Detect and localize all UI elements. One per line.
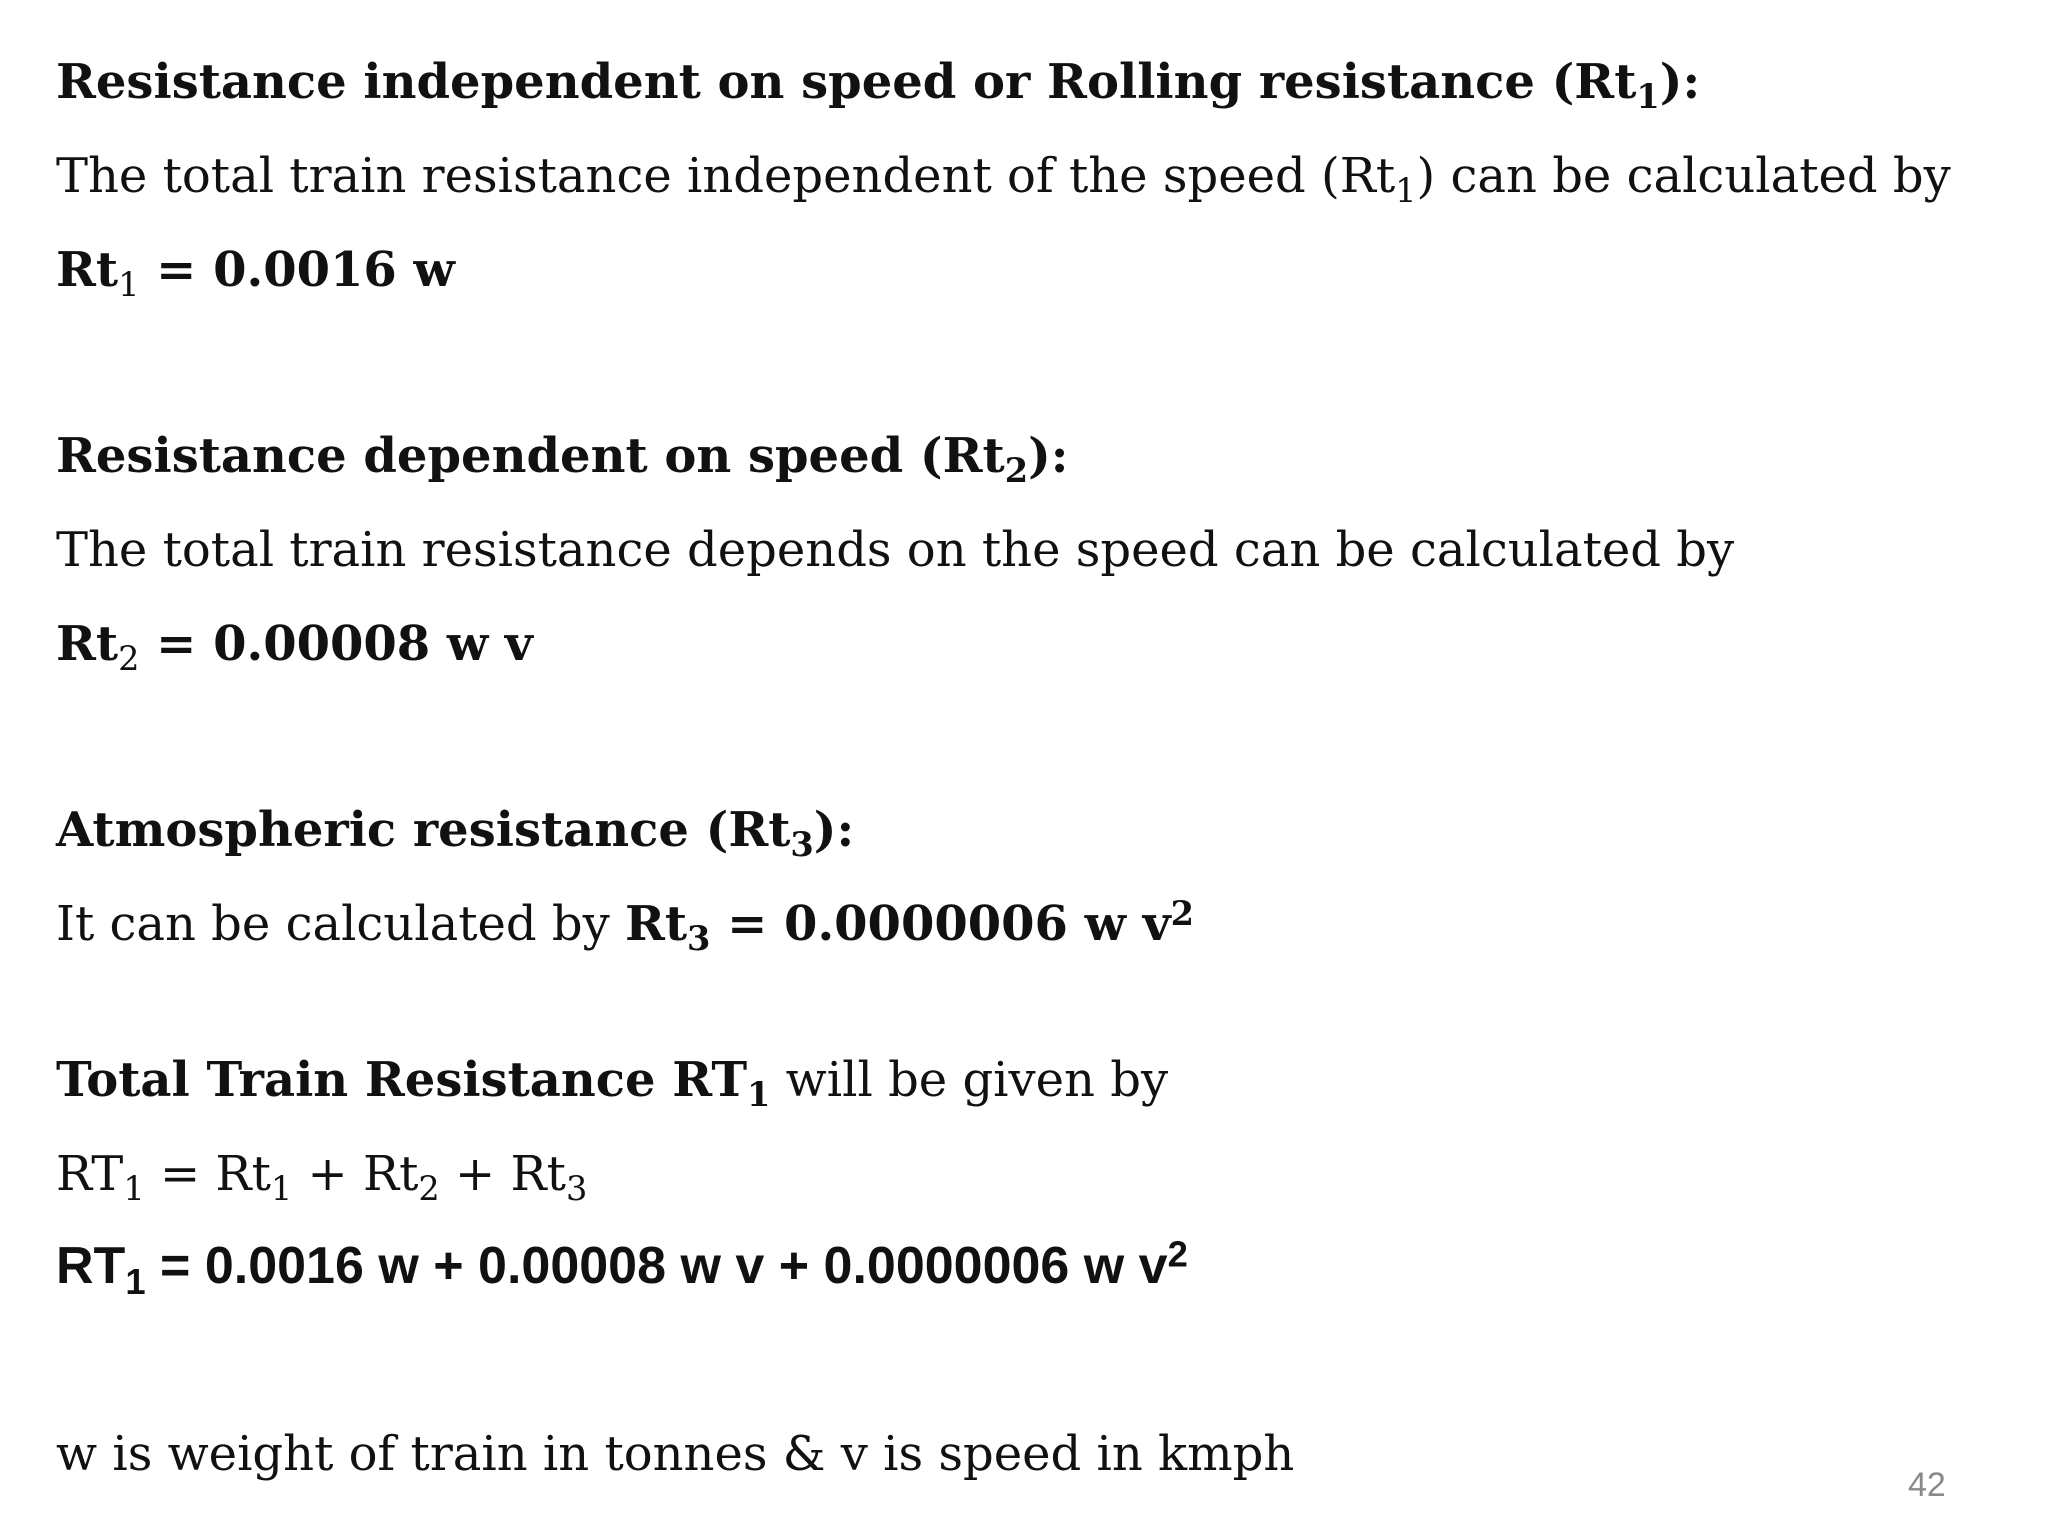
text-rolling-resistance: The total train resistance independent of the speed $(Rt_1)$ can be calculated by — [56, 148, 1951, 211]
formula-total-final: $RT_1 = 0.0016$ w + 0.00008 w v + 0.0000006 w $v^2$ — [56, 1233, 1188, 1302]
heading-speed-resistance: Resistance dependent on speed $(Rt_2)$: — [56, 428, 1069, 491]
variable-note: w is weight of train in tonnes & v is speed in kmph — [56, 1426, 1295, 1482]
heading-total-resistance: Total Train Resistance $RT_1$ will be given by — [56, 1052, 1169, 1115]
formula-rt2: $Rt_2 = 0.00008$ w v — [56, 616, 533, 679]
page-number: 42 — [1908, 1466, 1946, 1504]
formula-rt3: $Rt_3 = 0.0000006$ w $v^2$ — [624, 892, 1194, 959]
text-speed-resistance: The total train resistance depends on the speed can be calculated by — [56, 522, 1735, 578]
text-atmospheric-resistance: It can be calculated by $Rt_3 = 0.0000006$ w $v^2$ — [56, 892, 1194, 959]
formula-rt1: $Rt_1 = 0.0016$ w — [56, 242, 455, 305]
formula-total-sum: $RT_1 = Rt_1 + Rt_2 + Rt_3$ — [56, 1146, 588, 1209]
heading-rolling-resistance: Resistance independent on speed or Rolling resistance $(Rt_1)$: — [56, 54, 1701, 117]
heading-atmospheric-resistance: Atmospheric resistance $(Rt_3)$: — [56, 802, 855, 865]
